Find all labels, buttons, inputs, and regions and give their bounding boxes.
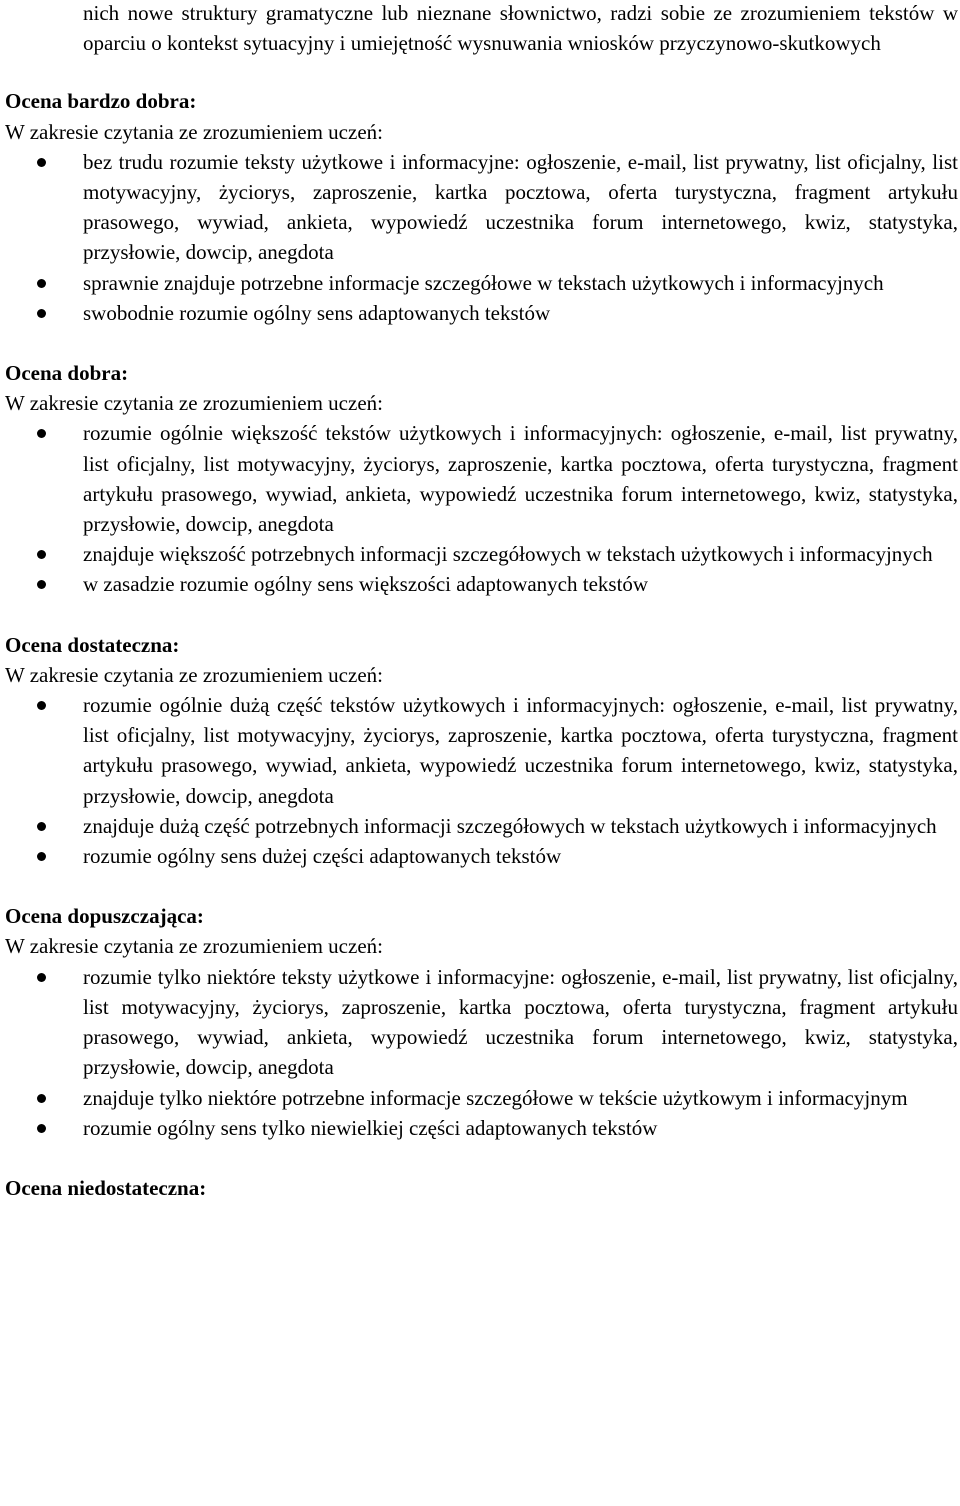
section-subheading: W zakresie czytania ze zrozumieniem uczeń: <box>5 119 383 144</box>
list-item <box>83 690 958 811</box>
section-subheading: W zakresie czytania ze zrozumieniem uczeń: <box>5 662 383 687</box>
section-heading: Ocena dobra: <box>5 361 129 386</box>
list-item <box>83 962 958 1083</box>
list-item <box>83 1113 958 1143</box>
bullet-icon <box>37 1124 46 1133</box>
list-item-text: rozumie tylko niektóre teksty użytkowe i informacyjne: ogłoszenie, e-mail, list prywatny, list oficjalny, list motywacyjny, życiorys, zaproszenie, kartka pocztowa, oferta turystyczna, fragment artykułu prasowego, wywiad, ankieta, wypowiedź uczestnika forum internetowego, kwiz, statystyka, przysłowie, dowcip, anegdota <box>83 964 958 1080</box>
list-item <box>83 268 958 298</box>
list-item <box>83 811 958 841</box>
list-item-text: w zasadzie rozumie ogólny sens większości adaptowanych tekstów <box>83 572 649 597</box>
list-item-text: swobodnie rozumie ogólny sens adaptowanych tekstów <box>83 300 551 325</box>
list-item <box>83 1083 958 1113</box>
spacer <box>0 1143 958 1173</box>
spacer <box>0 58 958 86</box>
spacer <box>0 600 958 630</box>
bullet-icon <box>37 550 46 559</box>
bullet-icon <box>37 822 46 831</box>
bullet-icon <box>37 1094 46 1103</box>
list-item-text: bez trudu rozumie teksty użytkowe i informacyjne: ogłoszenie, e-mail, list prywatny, list oficjalny, list motywacyjny, życiorys, zaproszenie, kartka pocztowa, oferta turystyczna, fragment artykułu prasowego, wywiad, ankieta, wypowiedź uczestnika forum internetowego, kwiz, statystyka, przysłowie, dowcip, anegdota <box>83 149 958 265</box>
section-heading: Ocena bardzo dobra: <box>5 89 197 114</box>
list-item-text: rozumie ogólny sens tylko niewielkiej części adaptowanych tekstów <box>83 1115 658 1140</box>
criteria-list <box>0 690 958 871</box>
bullet-icon <box>37 429 46 438</box>
bullet-icon <box>37 701 46 710</box>
section-heading: Ocena niedostateczna: <box>5 1175 207 1200</box>
list-item-text: znajduje tylko niektóre potrzebne informacje szczegółowe w tekście użytkowym i informacyjnym <box>83 1085 908 1110</box>
spacer <box>0 871 958 901</box>
section-subheading: W zakresie czytania ze zrozumieniem uczeń: <box>5 934 383 959</box>
criteria-list <box>0 962 958 1143</box>
section-subheading: W zakresie czytania ze zrozumieniem uczeń: <box>5 391 383 416</box>
bullet-icon <box>37 309 46 318</box>
list-item <box>83 418 958 539</box>
list-item <box>83 298 958 328</box>
section-niedostateczna <box>0 1173 958 1203</box>
list-item-text: znajduje większość potrzebnych informacji szczegółowych w tekstach użytkowych i informacyjnych <box>83 542 933 567</box>
list-item <box>83 841 958 871</box>
list-item-text: znajduje dużą część potrzebnych informacji szczegółowych w tekstach użytkowych i informacyjnych <box>83 813 937 838</box>
section-heading: Ocena dopuszczająca: <box>5 904 204 929</box>
list-item-text: rozumie ogólnie dużą część tekstów użytkowych i informacyjnych: ogłoszenie, e-mail, list prywatny, list oficjalny, list motywacyjny, życiorys, zaproszenie, kartka pocztowa, oferta turystyczna, fragment artykułu prasowego, wywiad, ankieta, wypowiedź uczestnika forum internetowego, kwiz, statystyka, przysłowie, dowcip, anegdota <box>83 693 958 808</box>
bullet-icon <box>37 279 46 288</box>
bullet-icon <box>37 973 46 982</box>
list-item <box>83 569 958 599</box>
list-item <box>83 147 958 268</box>
criteria-list <box>0 147 958 328</box>
section-bardzo-dobra <box>0 86 958 358</box>
section-dobra <box>0 358 958 630</box>
list-item-text: sprawnie znajduje potrzebne informacje szczegółowe w tekstach użytkowych i informacyjnych <box>83 270 884 295</box>
list-item-text: rozumie ogólny sens dużej części adaptowanych tekstów <box>83 844 562 869</box>
bullet-icon <box>37 852 46 861</box>
section-heading: Ocena dostateczna: <box>5 632 180 657</box>
section-dostateczna <box>0 630 958 902</box>
list-item-text: rozumie ogólnie większość tekstów użytkowych i informacyjnych: ogłoszenie, e-mail, list prywatny, list oficjalny, list motywacyjny, życiorys, zaproszenie, kartka pocztowa, oferta turystyczna, fragment artykułu prasowego, wywiad, ankieta, wypowiedź uczestnika forum internetowego, kwiz, statystyka, przysłowie, dowcip, anegdota <box>83 421 958 537</box>
bullet-icon <box>37 580 46 589</box>
criteria-list <box>0 418 958 599</box>
intro-paragraph: nich nowe struktury gramatyczne lub nieznane słownictwo, radzi sobie ze zrozumieniem tekstów w oparciu o kontekst sytuacyjny i umiejętność wysnuwania wniosków przyczynowo-skutkowych <box>83 1 958 56</box>
section-dopuszczajaca <box>0 901 958 1173</box>
list-item <box>83 539 958 569</box>
bullet-icon <box>37 158 46 167</box>
spacer <box>0 328 958 358</box>
